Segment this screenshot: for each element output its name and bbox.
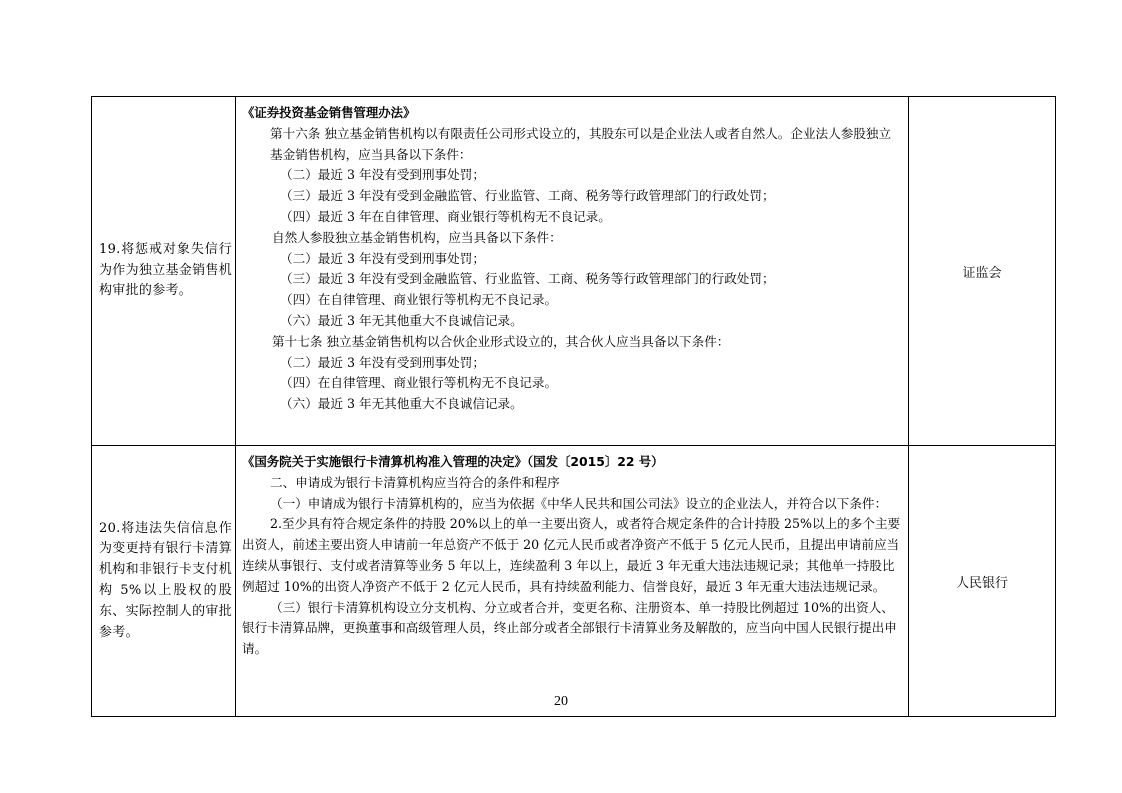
- clause-text: （六）最近 3 年无其他重大不良诚信记录。: [280, 396, 523, 412]
- department-text: 证监会: [962, 265, 1002, 281]
- department-text: 人民银行: [955, 575, 1008, 591]
- clause-text: 第十七条 独立基金销售机构以合伙企业形式设立的，其合伙人应当具备以下条件：: [272, 333, 730, 349]
- law-title: 《证券投资基金销售管理办法》: [242, 105, 416, 120]
- department-cell: [909, 446, 1056, 717]
- clause-text: 自然人参股独立基金销售机构，应当具备以下条件：: [272, 229, 562, 245]
- basis-cell: [236, 97, 909, 446]
- table-row: [92, 446, 1056, 717]
- measure-cell: [92, 446, 236, 717]
- clause-text: （四）最近 3 年在自律管理、商业银行等机构无不良记录。: [280, 208, 611, 224]
- measure-cell: [92, 97, 236, 446]
- clause-text: （三）银行卡清算机构设立分支机构、分立或者合并，变更名称、注册资本、单一持股比例超过 10%的出资人、银行卡清算品牌，更换董事和高级管理人员，终止部分或者全部银行卡清算业务及解散的，应当向中国人民银行提出申请。: [242, 599, 897, 657]
- page-number: 20: [554, 694, 568, 709]
- measure-text: 19.将惩戒对象失信行为作为独立基金销售机构审批的参考。: [99, 241, 233, 299]
- clause-text: （二）最近 3 年没有受到刑事处罚；: [280, 250, 485, 266]
- table-row: [92, 97, 1056, 446]
- clause-text: 2.至少具有符合规定条件的持股 20%以上的单一主要出资人，或者符合规定条件的合计持股 25%以上的多个主要出资人，前述主要出资人申请前一年总资产不低于 20 亿元人民币或者净资产不低于 5 亿元人民币，且提出申请前应当连续从事银行、支付或者清算等业务 5 年以上，连续盈利 3 年以上，最近 3 年无重大违法违规记录；其他单一持股比例超过 10%的出资人净资产不低于 2 亿元人民币，具有持续盈利能力、信誉良好，最近 3 年无重大违法违规记录。: [242, 516, 901, 594]
- clause-text: （六）最近 3 年无其他重大不良诚信记录。: [280, 312, 523, 328]
- clause-text: （四）在自律管理、商业银行等机构无不良记录。: [280, 292, 558, 308]
- basis-cell: [236, 446, 909, 717]
- clause-text: 二、申请成为银行卡清算机构应当符合的条件和程序: [270, 474, 560, 490]
- law-title: 《国务院关于实施银行卡清算机构准入管理的决定》（国发〔2015〕22 号）: [242, 454, 664, 469]
- clause-text: （四）在自律管理、商业银行等机构无不良记录。: [280, 375, 558, 391]
- clause-text: 第十六条 独立基金销售机构以有限责任公司形式设立的，其股东可以是企业法人或者自然人。企业法人参股独立基金销售机构，应当具备以下条件：: [270, 125, 892, 162]
- measure-text: 20.将违法失信信息作为变更持有银行卡清算机构和非银行卡支付机构 5%以上股权的股东、实际控制人的审批参考。: [99, 520, 233, 640]
- clause-text: （三）最近 3 年没有受到金融监管、行业监管、工商、税务等行政管理部门的行政处罚；: [280, 271, 775, 287]
- clause-text: （二）最近 3 年没有受到刑事处罚；: [280, 167, 485, 183]
- clause-text: （一）申请成为银行卡清算机构的，应当为依据《中华人民共和国公司法》设立的企业法人，并符合以下条件：: [270, 495, 888, 511]
- clause-text: （三）最近 3 年没有受到金融监管、行业监管、工商、税务等行政管理部门的行政处罚；: [280, 188, 775, 204]
- measures-table: [91, 96, 1056, 717]
- department-cell: [909, 97, 1056, 446]
- clause-text: （二）最近 3 年没有受到刑事处罚；: [280, 354, 485, 370]
